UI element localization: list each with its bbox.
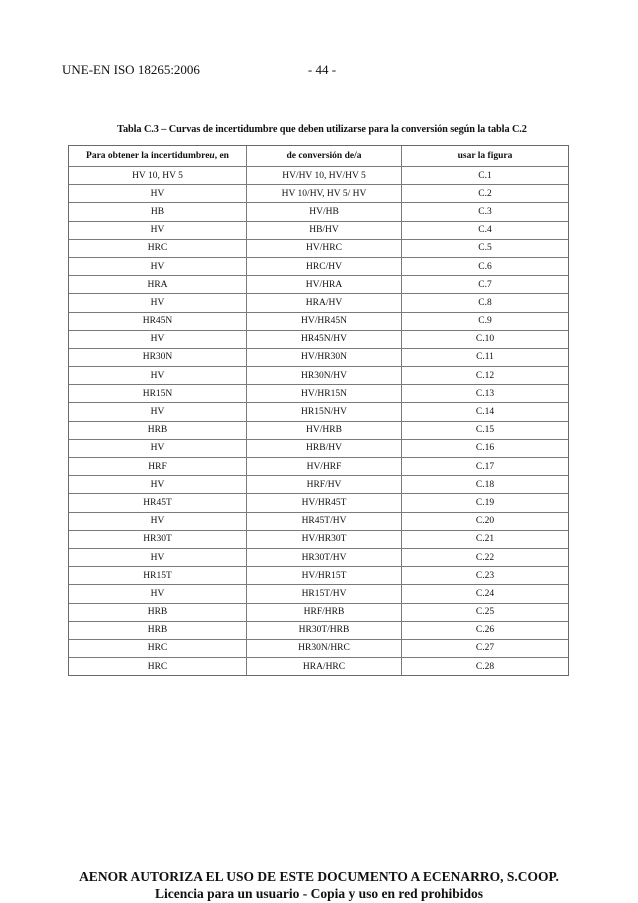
cell-figure: C.24	[401, 585, 568, 602]
cell-hardness-scale: HRB	[147, 625, 168, 636]
cell-conversion: HR45N/HV	[246, 331, 401, 348]
cell-conversion: HV 10/HV, HV 5/ HV	[246, 185, 401, 202]
cell-hardness-scale: HRC	[147, 243, 168, 254]
cell-figure: C.25	[401, 604, 568, 621]
header-cell-uncertainty-prefix: Para obtener la incertidumbre	[86, 151, 210, 161]
table-row	[69, 348, 568, 366]
table-row	[69, 221, 568, 239]
cell-hardness-scale: HR45N	[142, 316, 173, 327]
table-row	[69, 184, 568, 202]
cell-conversion: HRF/HRB	[246, 604, 401, 621]
cell-figure: C.8	[401, 294, 568, 311]
cell-figure: C.9	[401, 313, 568, 330]
header-cell-uncertainty	[69, 146, 246, 166]
header-cell-figure: usar la figura	[401, 146, 568, 166]
cell-conversion: HR45T/HV	[246, 513, 401, 530]
cell-figure: C.11	[401, 349, 568, 366]
table-row	[69, 530, 568, 548]
cell-figure: C.12	[401, 367, 568, 384]
cell-figure: C.1	[401, 167, 568, 184]
cell-conversion: HB/HV	[246, 222, 401, 239]
license-footer	[0, 868, 638, 902]
table-row	[69, 421, 568, 439]
cell-figure: C.2	[401, 185, 568, 202]
cell-figure: C.5	[401, 240, 568, 257]
cell-figure: C.20	[401, 513, 568, 530]
cell-hardness-scale: HRC	[147, 643, 168, 654]
table-row	[69, 402, 568, 420]
table-row	[69, 166, 568, 184]
cell-hardness-scale: HV	[150, 552, 165, 563]
cell-hardness-scale: HV	[150, 370, 165, 381]
cell-conversion: HR15N/HV	[246, 403, 401, 420]
table-row	[69, 275, 568, 293]
table-caption: Tabla C.3 – Curvas de incertidumbre que deben utilizarse para la conversión según la tabla C.2	[117, 124, 527, 135]
cell-hardness-scale: HV	[150, 588, 165, 599]
cell-figure: C.14	[401, 403, 568, 420]
table-row	[69, 384, 568, 402]
cell-hardness-scale: HV	[150, 225, 165, 236]
cell-hardness-scale: HV	[150, 334, 165, 345]
cell-hardness-scale: HR45T	[143, 497, 172, 508]
cell-conversion: HV/HRA	[246, 276, 401, 293]
table-row	[69, 257, 568, 275]
table-row	[69, 366, 568, 384]
cell-hardness-scale: HV	[150, 443, 165, 454]
table-row	[69, 621, 568, 639]
license-notice: AENOR AUTORIZA EL USO DE ESTE DOCUMENTO A ECENARRO, S.COOP.	[79, 869, 559, 884]
cell-figure: C.4	[401, 222, 568, 239]
cell-conversion: HR30T/HV	[246, 549, 401, 566]
cell-figure: C.26	[401, 622, 568, 639]
standard-reference: UNE-EN ISO 18265:2006	[62, 62, 200, 77]
table-row	[69, 657, 568, 675]
cell-conversion: HV/HB	[246, 203, 401, 220]
cell-figure: C.21	[401, 531, 568, 548]
table-row	[69, 330, 568, 348]
cell-conversion: HV/HR45T	[246, 494, 401, 511]
cell-figure: C.19	[401, 494, 568, 511]
table-row	[69, 312, 568, 330]
cell-conversion: HR30N/HV	[246, 367, 401, 384]
cell-figure: C.16	[401, 440, 568, 457]
cell-hardness-scale: HRB	[147, 607, 168, 618]
cell-hardness-scale: HV	[150, 297, 165, 308]
cell-conversion: HV/HRC	[246, 240, 401, 257]
cell-hardness-scale: HV	[150, 407, 165, 418]
cell-hardness-scale: HRA	[147, 279, 168, 290]
cell-conversion: HRB/HV	[246, 440, 401, 457]
table-row	[69, 566, 568, 584]
table-row	[69, 639, 568, 657]
cell-figure: C.28	[401, 658, 568, 675]
cell-figure: C.22	[401, 549, 568, 566]
table-row	[69, 202, 568, 220]
table-row	[69, 239, 568, 257]
conversion-table	[68, 145, 569, 676]
table-row	[69, 293, 568, 311]
cell-conversion: HV/HR15N	[246, 385, 401, 402]
cell-figure: C.7	[401, 276, 568, 293]
cell-conversion: HV/HRF	[246, 458, 401, 475]
cell-hardness-scale: HB	[150, 206, 165, 217]
cell-figure: C.6	[401, 258, 568, 275]
cell-conversion: HR15T/HV	[246, 585, 401, 602]
table-row	[69, 457, 568, 475]
cell-figure: C.15	[401, 422, 568, 439]
cell-conversion: HRA/HV	[246, 294, 401, 311]
table-row	[69, 584, 568, 602]
cell-conversion: HV/HR15T	[246, 567, 401, 584]
license-restriction: Licencia para un usuario - Copia y uso en red prohibidos	[154, 886, 484, 901]
cell-figure: C.10	[401, 331, 568, 348]
cell-conversion: HRA/HRC	[246, 658, 401, 675]
cell-conversion: HRC/HV	[246, 258, 401, 275]
cell-figure: C.17	[401, 458, 568, 475]
header-cell-uncertainty-suffix: , en	[214, 151, 229, 161]
cell-figure: C.23	[401, 567, 568, 584]
cell-conversion: HV/HR45N	[246, 313, 401, 330]
table-header-row	[69, 146, 568, 166]
cell-hardness-scale: HR30T	[143, 534, 172, 545]
page-number: - 44 -	[307, 62, 337, 77]
cell-figure: C.27	[401, 640, 568, 657]
table-row	[69, 493, 568, 511]
cell-hardness-scale: HV	[150, 261, 165, 272]
table-row	[69, 548, 568, 566]
cell-hardness-scale: HRB	[147, 425, 168, 436]
header-cell-conversion: de conversión de/a	[246, 146, 401, 166]
cell-hardness-scale: HV	[150, 188, 165, 199]
header-cell-uncertainty-variable: u	[209, 151, 215, 161]
cell-conversion: HRF/HV	[246, 476, 401, 493]
cell-figure: C.18	[401, 476, 568, 493]
cell-conversion: HR30N/HRC	[246, 640, 401, 657]
cell-hardness-scale: HR30N	[142, 352, 173, 363]
cell-hardness-scale: HV	[150, 479, 165, 490]
cell-hardness-scale: HV	[150, 516, 165, 527]
cell-conversion: HV/HR30T	[246, 531, 401, 548]
table-row	[69, 512, 568, 530]
cell-hardness-scale: HRC	[147, 661, 168, 672]
table-row	[69, 475, 568, 493]
cell-conversion: HV/HR30N	[246, 349, 401, 366]
cell-figure: C.13	[401, 385, 568, 402]
cell-conversion: HR30T/HRB	[246, 622, 401, 639]
cell-hardness-scale: HRF	[148, 461, 167, 472]
cell-hardness-scale: HR15T	[143, 570, 172, 581]
table-row	[69, 439, 568, 457]
cell-hardness-scale: HV 10, HV 5	[132, 170, 183, 181]
table-row	[69, 603, 568, 621]
cell-conversion: HV/HRB	[246, 422, 401, 439]
cell-figure: C.3	[401, 203, 568, 220]
cell-conversion: HV/HV 10, HV/HV 5	[246, 167, 401, 184]
cell-hardness-scale: HR15N	[142, 388, 173, 399]
